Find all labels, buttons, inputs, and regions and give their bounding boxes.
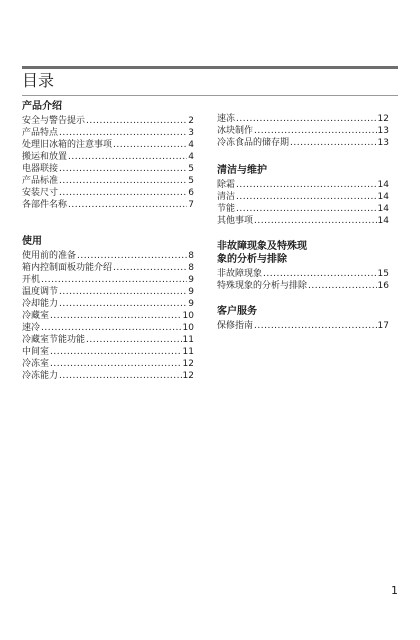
section-heading: 使用	[22, 236, 42, 247]
leader-dots	[68, 151, 187, 163]
toc-entry[interactable]	[22, 322, 194, 334]
entry-page: 4	[188, 152, 194, 162]
entry-page: 14	[377, 216, 389, 226]
entry-title: 特殊现象的分析与排除	[217, 281, 308, 291]
entry-page: 7	[188, 200, 194, 210]
page-number: 1	[391, 584, 398, 597]
entry-title: 清洁	[217, 192, 236, 202]
entry-page: 2	[188, 116, 194, 126]
toc-entry[interactable]	[22, 358, 194, 370]
entry-title: 产品标准	[22, 176, 59, 186]
toc-entry[interactable]	[22, 274, 194, 286]
leader-dots	[113, 262, 187, 274]
toc-entry[interactable]	[22, 163, 194, 175]
entry-page: 17	[377, 321, 389, 331]
leader-dots	[113, 139, 187, 151]
entry-title: 冷却能力	[22, 299, 59, 309]
entry-title: 使用前的准备	[22, 251, 77, 261]
entry-page: 9	[188, 287, 194, 297]
toc-entry[interactable]	[217, 125, 389, 137]
toc-section-customer-service	[217, 305, 389, 332]
toc-entry[interactable]	[22, 127, 194, 139]
toc-entry[interactable]	[217, 137, 389, 149]
leader-dots	[59, 163, 187, 175]
entry-title: 冷藏室节能功能	[22, 335, 86, 345]
toc-section-usage	[22, 235, 194, 382]
toc-section-cleaning	[217, 164, 389, 227]
entry-title: 搬运和放置	[22, 152, 68, 162]
entry-page: 13	[377, 126, 389, 136]
toc-entry[interactable]	[217, 203, 389, 215]
toc-entry[interactable]	[217, 280, 389, 292]
toc-entry[interactable]	[22, 262, 194, 274]
leader-dots	[68, 199, 187, 211]
entry-title: 冰块制作	[217, 126, 254, 136]
toc-entry[interactable]	[22, 310, 194, 322]
leader-dots	[236, 191, 377, 203]
toc-entry[interactable]	[22, 115, 194, 127]
section-heading-line: 非故障现象及特殊现	[217, 241, 307, 252]
entry-page: 5	[188, 176, 194, 186]
entry-title: 箱内控制面板功能介绍	[22, 263, 113, 273]
leader-dots	[59, 187, 187, 199]
entry-title: 速冷	[22, 323, 41, 333]
toc-entry[interactable]	[22, 250, 194, 262]
toc-entry[interactable]	[22, 187, 194, 199]
toc-entry[interactable]	[217, 179, 389, 191]
entry-page: 13	[377, 138, 389, 148]
section-heading	[217, 240, 389, 266]
entry-page: 14	[377, 204, 389, 214]
entry-page: 14	[377, 192, 389, 202]
toc-entry[interactable]	[22, 334, 194, 346]
entry-title: 除霜	[217, 180, 236, 190]
toc-section-product-intro	[22, 100, 194, 211]
entry-page: 9	[188, 275, 194, 285]
leader-dots	[254, 320, 377, 332]
leader-dots	[86, 334, 182, 346]
entry-title: 产品特点	[22, 128, 59, 138]
toc-entry[interactable]	[22, 298, 194, 310]
leader-dots	[41, 274, 187, 286]
entry-page: 4	[188, 140, 194, 150]
entry-title: 冷藏室	[22, 311, 50, 321]
entry-title: 冷冻室	[22, 359, 50, 369]
entry-page: 15	[377, 269, 389, 279]
toc-entry[interactable]	[217, 113, 389, 125]
toc-section-troubleshooting	[217, 240, 389, 292]
leader-dots	[59, 298, 187, 310]
leader-dots	[77, 250, 187, 262]
leader-dots	[50, 358, 182, 370]
page-title: 目录	[22, 71, 55, 90]
leader-dots	[59, 370, 182, 382]
toc-entry[interactable]	[22, 175, 194, 187]
leader-dots	[236, 179, 377, 191]
entry-title: 电器联接	[22, 164, 59, 174]
leader-dots	[50, 310, 182, 322]
entry-page: 12	[377, 114, 389, 124]
entry-title: 速冻	[217, 114, 236, 124]
entry-title: 保修指南	[217, 321, 254, 331]
entry-title: 开机	[22, 275, 41, 285]
leader-dots	[290, 137, 377, 149]
entry-page: 5	[188, 164, 194, 174]
leader-dots	[86, 115, 187, 127]
entry-title: 各部件名称	[22, 200, 68, 210]
entry-title: 安全与警告提示	[22, 116, 86, 126]
entry-page: 6	[188, 188, 194, 198]
leader-dots	[50, 346, 182, 358]
leader-dots	[41, 322, 182, 334]
leader-dots	[254, 215, 377, 227]
entry-title: 处理旧冰箱的注意事项	[22, 140, 113, 150]
entry-title: 非故障现象	[217, 269, 263, 279]
toc-entry[interactable]	[22, 286, 194, 298]
entry-page: 10	[182, 323, 194, 333]
entry-page: 16	[377, 281, 389, 291]
entry-title: 温度调节	[22, 287, 59, 297]
toc-entry[interactable]	[22, 151, 194, 163]
toc-entry[interactable]	[22, 370, 194, 382]
leader-dots	[59, 175, 187, 187]
entry-page: 8	[188, 251, 194, 261]
entry-page: 9	[188, 299, 194, 309]
leader-dots	[236, 113, 377, 125]
entry-page: 12	[182, 371, 194, 381]
leader-dots	[59, 127, 187, 139]
toc-entry[interactable]	[22, 346, 194, 358]
entry-page: 3	[188, 128, 194, 138]
entry-title: 冷冻食品的储存期	[217, 138, 290, 148]
toc-entry[interactable]	[217, 268, 389, 280]
toc-entry[interactable]	[22, 139, 194, 151]
section-heading: 清洁与维护	[217, 165, 267, 176]
toc-section-continued	[217, 113, 389, 149]
entry-page: 8	[188, 263, 194, 273]
toc-entry[interactable]	[217, 191, 389, 203]
entry-title: 节能	[217, 204, 236, 214]
section-heading: 产品介绍	[22, 101, 62, 112]
section-heading-line: 象的分析与排除	[217, 254, 287, 265]
entry-title: 安装尺寸	[22, 188, 59, 198]
entry-title: 其他事项	[217, 216, 254, 226]
entry-title: 冷冻能力	[22, 371, 59, 381]
leader-dots	[263, 268, 377, 280]
entry-page: 14	[377, 180, 389, 190]
entry-page: 11	[182, 335, 194, 345]
leader-dots	[59, 286, 187, 298]
toc-entry[interactable]	[22, 199, 194, 211]
entry-page: 12	[182, 359, 194, 369]
entry-title: 中间室	[22, 347, 50, 357]
top-divider-bar	[22, 66, 398, 69]
toc-entry[interactable]	[217, 215, 389, 227]
title-rule	[22, 95, 398, 96]
leader-dots	[254, 125, 377, 137]
entry-page: 11	[182, 347, 194, 357]
entry-page: 10	[182, 311, 194, 321]
section-heading: 客户服务	[217, 306, 257, 317]
leader-dots	[236, 203, 377, 215]
leader-dots	[308, 280, 377, 292]
toc-entry[interactable]	[217, 320, 389, 332]
